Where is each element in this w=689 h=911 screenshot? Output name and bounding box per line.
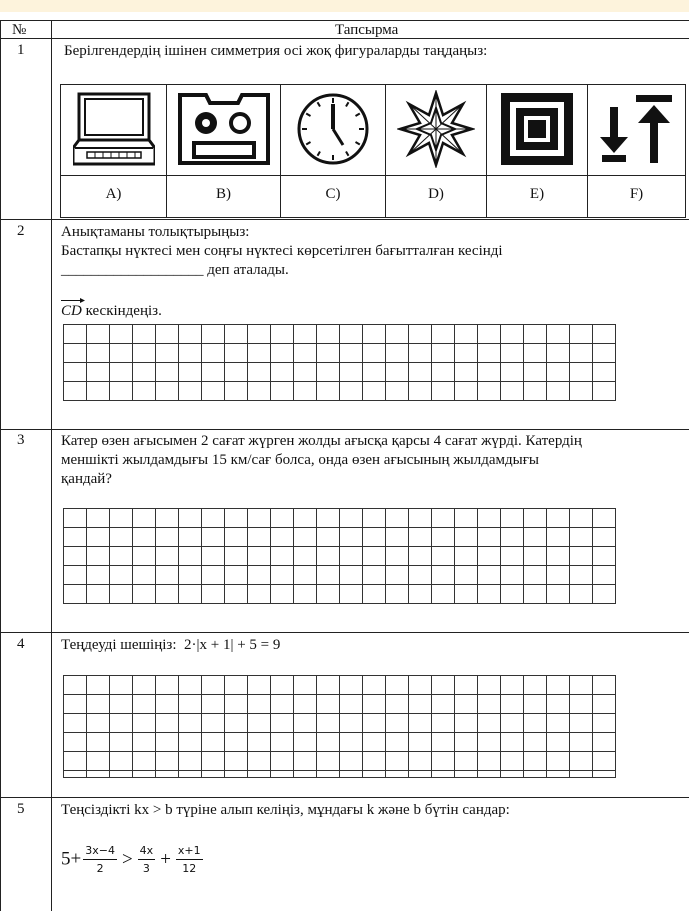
ineq-lhs-int: 5+ bbox=[61, 848, 82, 870]
vector-arrow-icon bbox=[61, 297, 85, 304]
figures-box-top bbox=[60, 84, 686, 85]
ineq-plus: + bbox=[160, 848, 171, 870]
vector-label: CD bbox=[61, 303, 82, 319]
task4-equation: 2·|x + 1| + 5 = 9 bbox=[184, 637, 281, 653]
option-label-e: E) bbox=[529, 186, 545, 202]
row3-divider bbox=[0, 632, 689, 633]
fraction-2-den: 3 bbox=[142, 862, 150, 875]
task2-line2: Бастапқы нүктесі мен соңғы нүктесі көрсетілген бағытталған кесінді bbox=[61, 243, 503, 259]
option-label-d: D) bbox=[428, 186, 444, 202]
sort-arrows-icon bbox=[588, 86, 685, 172]
task3-line2: меншікті жылдамдығы 15 км/сағ болса, онда өзен ағысының жылдамдығы bbox=[61, 452, 539, 468]
top-band bbox=[0, 0, 689, 12]
nested-squares-icon bbox=[487, 86, 587, 172]
laptop-icon bbox=[61, 86, 166, 172]
row4-divider bbox=[0, 797, 689, 798]
task4-line bbox=[61, 636, 280, 655]
task2-line4-text: кескіндеңіз. bbox=[81, 303, 162, 319]
worksheet-table bbox=[0, 12, 689, 911]
fraction-2 bbox=[138, 844, 156, 875]
header-number: № bbox=[12, 22, 27, 38]
task4-number: 4 bbox=[17, 636, 25, 652]
fraction-3 bbox=[176, 844, 203, 875]
answer-grid-task2[interactable] bbox=[63, 324, 616, 401]
ineq-gt: > bbox=[121, 848, 133, 870]
fraction-1-den: 2 bbox=[96, 862, 104, 875]
answer-grid-task3[interactable] bbox=[63, 508, 616, 604]
task3-line1: Катер өзен ағысымен 2 сағат жүрген жолды ағысқа қарсы 4 сағат жүрді. Катердің bbox=[61, 433, 582, 449]
star-icon bbox=[386, 86, 486, 172]
task2-line3 bbox=[61, 261, 289, 280]
task3-number: 3 bbox=[17, 432, 25, 448]
answer-blank[interactable]: ___________________ bbox=[61, 262, 204, 278]
answer-grid-task4[interactable] bbox=[63, 675, 616, 778]
task2-number: 2 bbox=[17, 223, 25, 239]
option-label-b: B) bbox=[216, 186, 231, 202]
table-border-left bbox=[0, 20, 1, 911]
vector-cd bbox=[61, 302, 82, 321]
header-task: Тапсырма bbox=[335, 22, 399, 38]
cassette-icon bbox=[167, 86, 280, 172]
fraction-1 bbox=[83, 844, 117, 875]
fraction-2-num: 4x bbox=[138, 844, 156, 860]
column-divider bbox=[51, 20, 52, 911]
figures-col-6 bbox=[685, 84, 686, 217]
task2-line4 bbox=[61, 302, 162, 321]
option-label-c: C) bbox=[325, 186, 341, 202]
task2-line3-text: деп аталады. bbox=[203, 262, 289, 278]
option-label-a: A) bbox=[105, 186, 122, 202]
task5-prompt: Теңсіздікті kx > b түріне алып келіңіз, мұндағы k және b бүтін сандар: bbox=[61, 802, 510, 818]
row2-divider bbox=[0, 429, 689, 430]
task4-prompt: Теңдеуді шешіңіз: bbox=[61, 637, 177, 653]
task3-line3: қандай? bbox=[61, 471, 112, 487]
task1-question: Берілгендердің ішінен симметрия осі жоқ фигураларды таңдаңыз: bbox=[64, 43, 488, 59]
figures-box-bottom bbox=[60, 217, 686, 218]
task1-number: 1 bbox=[17, 42, 25, 58]
option-label-f: F) bbox=[629, 186, 644, 202]
figures-box-middle bbox=[60, 175, 686, 176]
fraction-3-num: x+1 bbox=[176, 844, 203, 860]
fraction-3-den: 12 bbox=[182, 862, 197, 875]
task2-line1: Анықтаманы толықтырыңыз: bbox=[61, 224, 250, 240]
fraction-1-num: 3x−4 bbox=[83, 844, 117, 860]
row1-divider bbox=[0, 219, 689, 220]
clock-icon bbox=[281, 86, 385, 172]
task5-number: 5 bbox=[17, 801, 25, 817]
task5-inequality bbox=[61, 844, 205, 875]
